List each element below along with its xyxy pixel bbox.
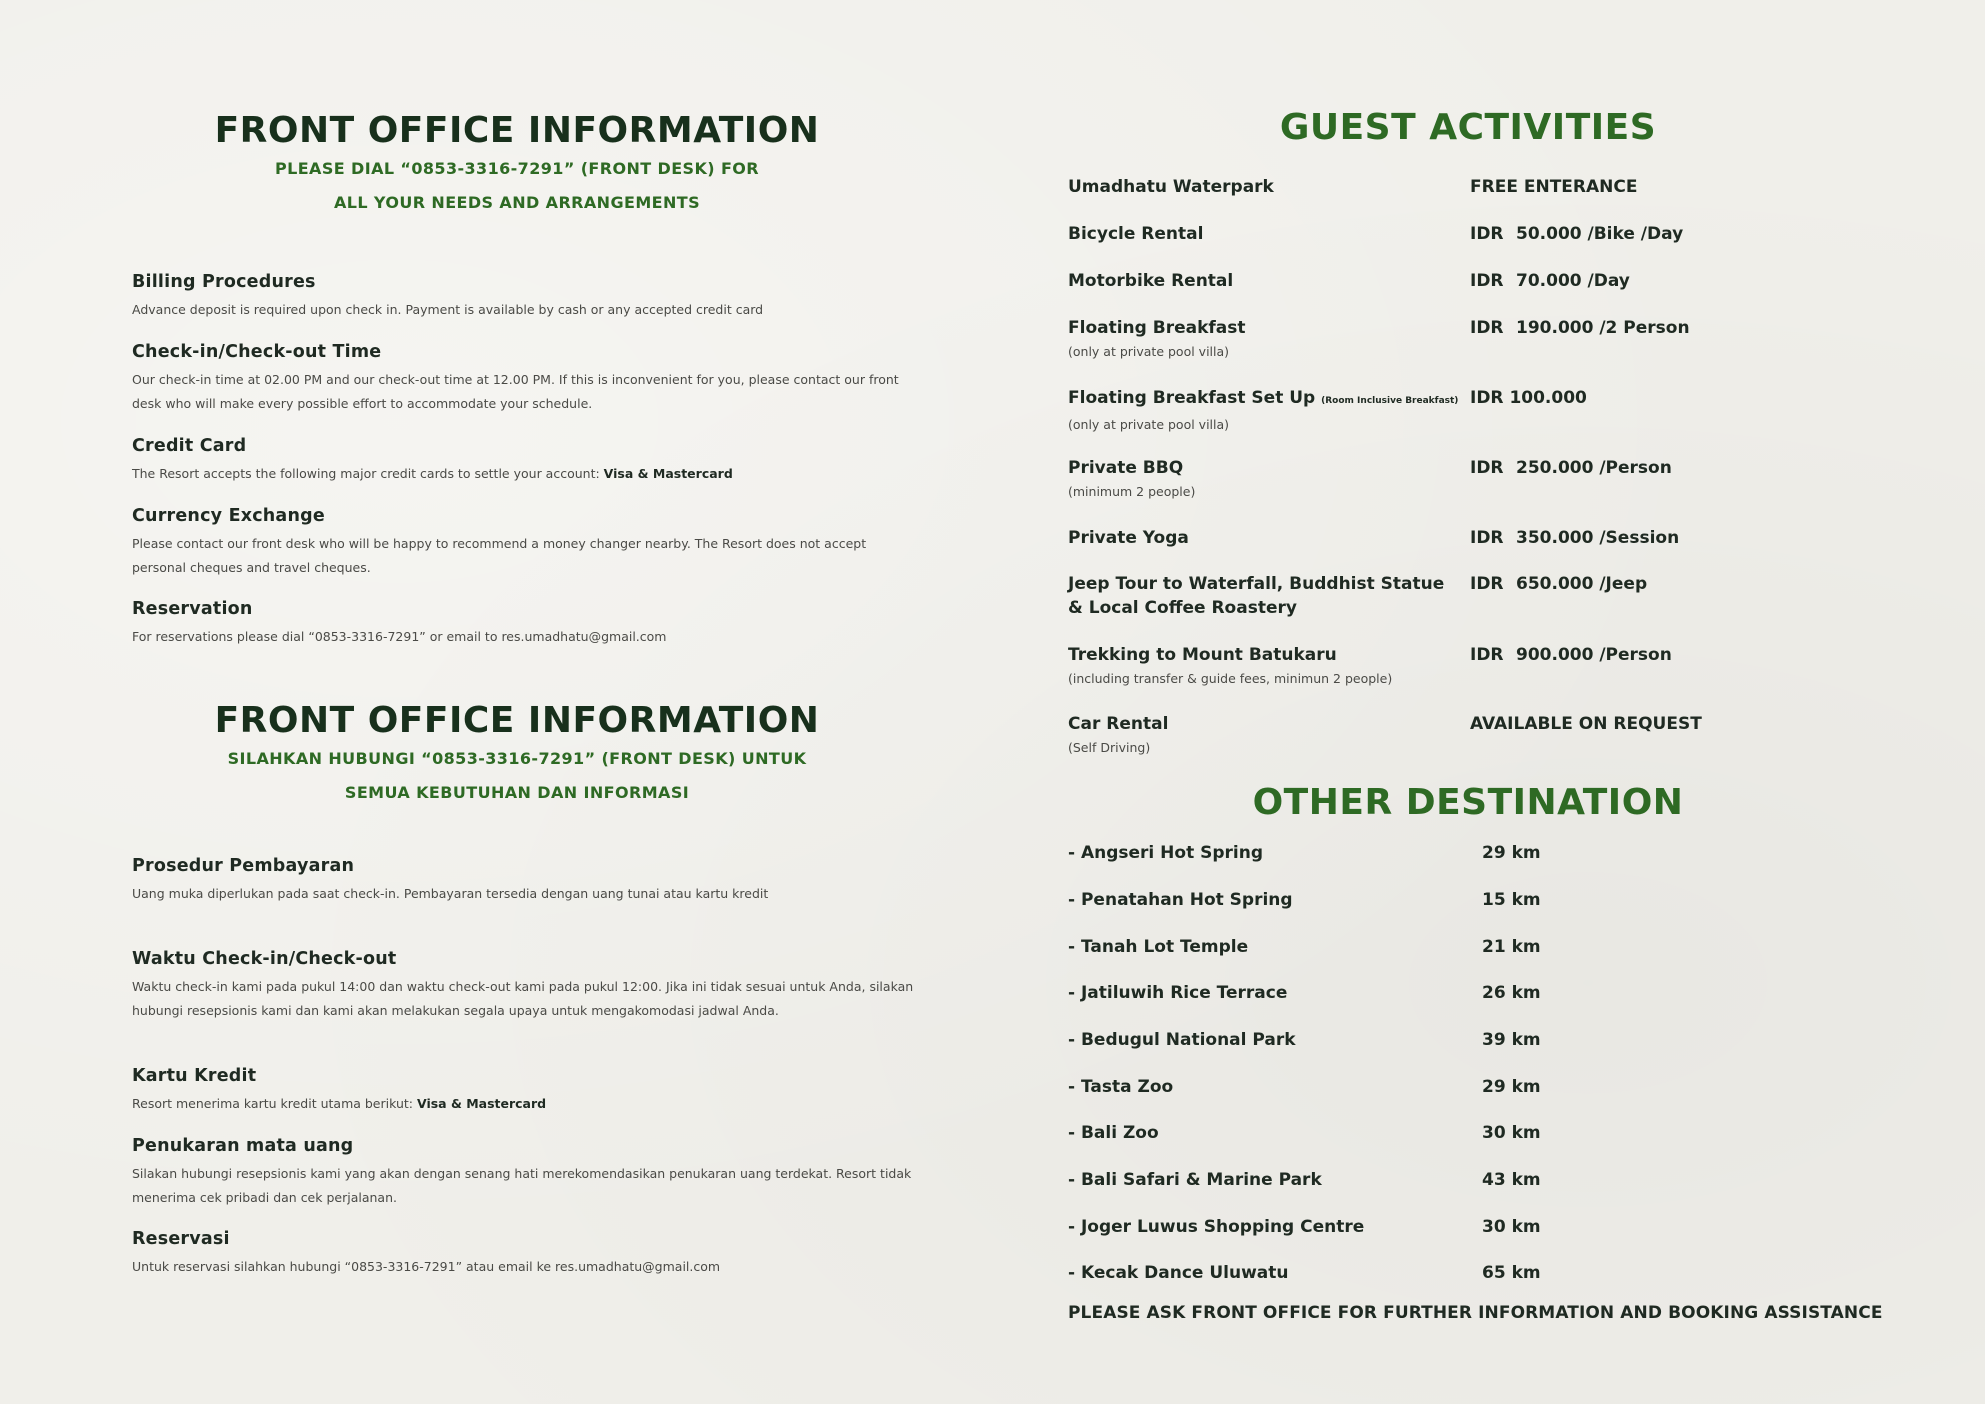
destination-distance: 43 km: [1482, 1170, 1541, 1190]
info-heading: Prosedur Pembayaran: [132, 856, 355, 876]
activity-floating-breakfast-setup: [1068, 386, 1928, 432]
activity-price: IDR 100.000: [1470, 388, 1587, 408]
destination-name: - Bali Zoo: [1068, 1123, 1159, 1143]
info-text: Waktu check-in kami pada pukul 14:00 dan waktu check-out kami pada pukul 12:00. Jika ini tidak sesuai untuk Anda, silakan hubungi resepsionis kami dan kami akan melakukan segala upaya untuk mengakomodasi jadwal Anda.: [132, 979, 914, 1018]
activity-trekking: [1068, 643, 1928, 686]
info-heading: Reservation: [132, 599, 253, 619]
info-item-checkin: [132, 342, 922, 416]
activity-name: Bicycle Rental: [1068, 224, 1204, 244]
info-item-penukaran: [132, 1136, 922, 1210]
destination-distance: 30 km: [1482, 1217, 1541, 1237]
info-text: Untuk reservasi silahkan hubungi “0853-3316-7291” atau email ke res.umadhatu@gmail.com: [132, 1259, 721, 1274]
destination-distance: 29 km: [1482, 843, 1541, 863]
destination-item: [1068, 981, 1668, 1005]
destination-distance: 30 km: [1482, 1123, 1541, 1143]
info-heading: Penukaran mata uang: [132, 1136, 354, 1156]
info-heading: Kartu Kredit: [132, 1066, 257, 1086]
activity-name: Floating Breakfast: [1068, 318, 1246, 338]
activity-name: Trekking to Mount Batukaru: [1068, 645, 1337, 665]
front-office-subtitle-en-1: PLEASE DIAL “0853-3316-7291” (FRONT DESK) FOR: [274, 159, 760, 178]
destination-distance: 15 km: [1482, 890, 1541, 910]
booking-assistance-note: PLEASE ASK FRONT OFFICE FOR FURTHER INFORMATION AND BOOKING ASSISTANCE: [1068, 1303, 1883, 1323]
activity-waterpark: [1068, 175, 1928, 199]
activity-name: Jeep Tour to Waterfall, Buddhist Statue & Local Coffee Roastery: [1068, 574, 1445, 618]
destination-name: - Tanah Lot Temple: [1068, 937, 1249, 957]
info-item-kartu: [132, 1066, 922, 1116]
activity-price: IDR 70.000 /Day: [1470, 271, 1630, 291]
activity-note: (including transfer & guide fees, minimun 2 people): [1068, 671, 1393, 686]
activity-note: (only at private pool villa): [1068, 344, 1230, 359]
info-item-currency: [132, 506, 922, 580]
destination-distance: 21 km: [1482, 937, 1541, 957]
destination-item: [1068, 1075, 1668, 1099]
destination-name: - Jatiluwih Rice Terrace: [1068, 983, 1288, 1003]
destination-name: - Bedugul National Park: [1068, 1030, 1296, 1050]
info-item-credit-card: [132, 436, 922, 486]
destination-name: - Angseri Hot Spring: [1068, 843, 1264, 863]
info-text: The Resort accepts the following major credit cards to settle your account: Visa & Mastercard: [132, 466, 733, 481]
info-heading: Credit Card: [132, 436, 247, 456]
info-item-billing: [132, 272, 922, 322]
info-text: Please contact our front desk who will be happy to recommend a money changer nearby. The Resort does not accept personal cheques and travel cheques.: [132, 536, 867, 575]
activity-price: IDR 190.000 /2 Person: [1470, 318, 1690, 338]
destination-name: - Tasta Zoo: [1068, 1077, 1174, 1097]
info-text: For reservations please dial “0853-3316-7291” or email to res.umadhatu@gmail.com: [132, 629, 667, 644]
destination-item: [1068, 1168, 1668, 1192]
destination-distance: 39 km: [1482, 1030, 1541, 1050]
info-text: Uang muka diperlukan pada saat check-in. Pembayaran tersedia dengan uang tunai atau kartu kredit: [132, 886, 769, 901]
info-text: Silakan hubungi resepsionis kami yang akan dengan senang hati merekomendasikan penukaran uang terdekat. Resort tidak menerima cek pribadi dan cek perjalanan.: [132, 1166, 912, 1205]
activity-price: IDR 250.000 /Person: [1470, 458, 1672, 478]
activity-price: FREE ENTERANCE: [1470, 177, 1638, 197]
activity-private-yoga: [1068, 526, 1928, 550]
info-heading: Currency Exchange: [132, 506, 325, 526]
front-office-title-en: FRONT OFFICE INFORMATION: [214, 110, 820, 151]
activity-floating-breakfast: [1068, 316, 1928, 359]
other-destination-title: OTHER DESTINATION: [1252, 782, 1684, 823]
destination-distance: 65 km: [1482, 1263, 1541, 1283]
activity-note: (minimum 2 people): [1068, 484, 1196, 499]
activity-name: Private BBQ: [1068, 458, 1184, 478]
activity-price: IDR 900.000 /Person: [1470, 645, 1672, 665]
info-item-reservasi: [132, 1229, 922, 1279]
activity-bicycle: [1068, 222, 1928, 246]
info-item-reservation: [132, 599, 922, 649]
activity-price: IDR 50.000 /Bike /Day: [1470, 224, 1684, 244]
destination-distance: 26 km: [1482, 983, 1541, 1003]
activity-note: (Self Driving): [1068, 740, 1151, 755]
info-heading: Waktu Check-in/Check-out: [132, 949, 397, 969]
activity-private-bbq: [1068, 456, 1928, 499]
destination-name: - Joger Luwus Shopping Centre: [1068, 1217, 1365, 1237]
guest-activities-title: GUEST ACTIVITIES: [1279, 107, 1657, 148]
activity-name: Floating Breakfast Set Up (Room Inclusive Breakfast): [1068, 388, 1459, 408]
activity-name: Motorbike Rental: [1068, 271, 1234, 291]
destination-distance: 29 km: [1482, 1077, 1541, 1097]
activity-price: IDR 350.000 /Session: [1470, 528, 1680, 548]
activity-car-rental: [1068, 712, 1928, 755]
front-office-subtitle-id-1: SILAHKAN HUBUNGI “0853-3316-7291” (FRONT DESK) UNTUK: [227, 749, 807, 768]
info-item-prosedur: [132, 856, 922, 906]
activity-price: AVAILABLE ON REQUEST: [1470, 714, 1702, 734]
destination-name: - Penatahan Hot Spring: [1068, 890, 1293, 910]
front-office-subtitle-en-2: ALL YOUR NEEDS AND ARRANGEMENTS: [333, 193, 701, 212]
destination-item: [1068, 888, 1668, 912]
activity-name: Umadhatu Waterpark: [1068, 177, 1274, 197]
front-office-title-id: FRONT OFFICE INFORMATION: [214, 700, 820, 741]
destination-item: [1068, 1028, 1668, 1052]
destination-item: [1068, 1121, 1668, 1145]
activity-name: Private Yoga: [1068, 528, 1189, 548]
destination-name: - Kecak Dance Uluwatu: [1068, 1263, 1289, 1283]
destination-item: [1068, 1215, 1668, 1239]
info-heading: Reservasi: [132, 1229, 230, 1249]
destination-item: [1068, 935, 1668, 959]
info-text: Our check-in time at 02.00 PM and our check-out time at 12.00 PM. If this is inconvenient for you, please contact our front desk who will make every possible effort to accommodate your schedule.: [132, 372, 899, 411]
activity-name: Car Rental: [1068, 714, 1169, 734]
activity-price: IDR 650.000 /Jeep: [1470, 574, 1648, 594]
destination-item: [1068, 841, 1668, 865]
activity-motorbike: [1068, 269, 1928, 293]
info-heading: Check-in/Check-out Time: [132, 342, 382, 362]
info-heading: Billing Procedures: [132, 272, 316, 292]
front-office-subtitle-id-2: SEMUA KEBUTUHAN DAN INFORMASI: [344, 783, 690, 802]
activity-jeep-tour: [1068, 572, 1928, 620]
destination-item: [1068, 1261, 1668, 1285]
destination-name: - Bali Safari & Marine Park: [1068, 1170, 1322, 1190]
info-item-waktu: [132, 949, 922, 1023]
activity-note: (only at private pool villa): [1068, 417, 1230, 432]
info-text: Resort menerima kartu kredit utama berikut: Visa & Mastercard: [132, 1096, 547, 1111]
info-text: Advance deposit is required upon check in. Payment is available by cash or any accepted credit card: [132, 302, 764, 317]
